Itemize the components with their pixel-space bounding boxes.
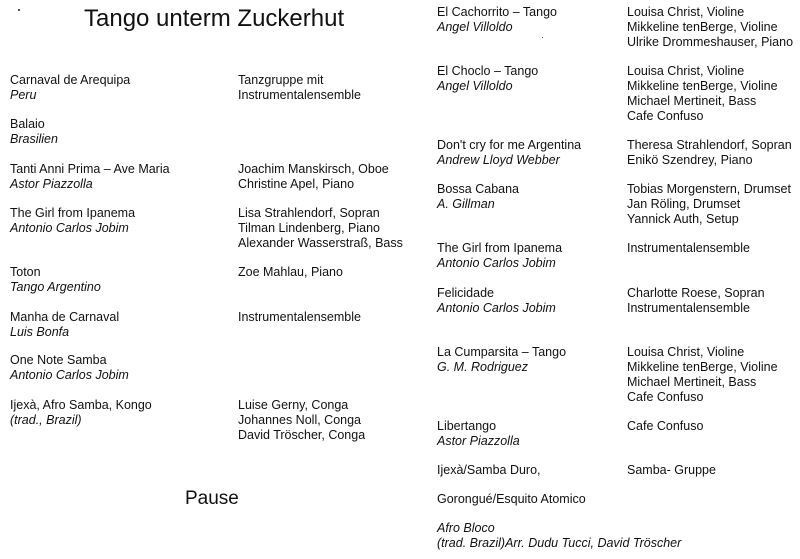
- performer-list: [238, 398, 365, 443]
- performer: Samba- Gruppe: [627, 463, 716, 477]
- piece-title: Toton: [10, 265, 41, 279]
- performer-list: [627, 138, 792, 168]
- piece-composer: Luis Bonfa: [10, 325, 70, 339]
- piece-composer: Antonio Carlos Jobim: [10, 221, 129, 235]
- program-entry: [437, 419, 520, 449]
- piece-composer: Andrew Lloyd Webber: [437, 153, 560, 167]
- performer: Instrumentalensemble: [238, 310, 361, 324]
- program-entry: [437, 241, 562, 271]
- piece-composer: Antonio Carlos Jobim: [437, 256, 556, 270]
- program-entry: [10, 117, 58, 147]
- program-entry: [437, 536, 681, 551]
- piece-composer: Angel Villoldo: [437, 79, 513, 93]
- performer: Louisa Christ, Violine: [627, 5, 745, 19]
- program-entry: [10, 206, 135, 236]
- pause-label: Pause: [185, 488, 239, 509]
- piece-title: La Cumparsita – Tango: [437, 345, 567, 359]
- program-entry: [437, 138, 581, 168]
- piece-composer: (trad., Brazil): [10, 413, 82, 427]
- performer: Tanzgruppe mit: [238, 73, 324, 87]
- piece-composer: Astor Piazzolla: [437, 434, 520, 448]
- piece-title: Ijexà, Afro Samba, Kongo: [10, 398, 152, 412]
- performer-list: [627, 64, 778, 124]
- piece-composer: Antonio Carlos Jobim: [437, 301, 556, 315]
- piece-composer: Tango Argentino: [10, 280, 101, 294]
- piece-composer: A. Gillman: [437, 197, 495, 211]
- program-entry: [10, 265, 101, 295]
- piece-title: Felicidade: [437, 286, 494, 300]
- program-entry: [437, 345, 566, 375]
- scan-speck: [18, 9, 20, 11]
- performer-list: [238, 206, 403, 251]
- performer-list: [238, 265, 343, 280]
- piece-composer: Brasilien: [10, 132, 58, 146]
- program-entry: [437, 5, 557, 35]
- program-entry: [437, 463, 541, 478]
- piece-title: The Girl from Ipanema: [10, 206, 136, 220]
- performer: Cafe Confuso: [627, 109, 704, 123]
- program-entry: [10, 398, 152, 428]
- piece-composer: Angel Villoldo: [437, 20, 513, 34]
- piece-title: Bossa Cabana: [437, 182, 520, 196]
- performer: Louisa Christ, Violine: [627, 345, 745, 359]
- performer-list: [627, 286, 765, 316]
- performer: Lisa Strahlendorf, Sopran: [238, 206, 380, 220]
- program-entry: [10, 353, 129, 383]
- piece-title: El Cachorrito – Tango: [437, 5, 557, 19]
- performer: Instrumentalensemble: [627, 301, 750, 315]
- performer: Christine Apel, Piano: [238, 177, 355, 191]
- performer: Cafe Confuso: [627, 419, 704, 433]
- performer: Tilman Lindenberg, Piano: [238, 221, 380, 235]
- performer: Alexander Wasserstraß, Bass: [238, 236, 403, 250]
- performer-list: [627, 241, 750, 256]
- piece-title: Carnaval de Arequipa: [10, 73, 131, 87]
- piece-composer: Peru: [10, 88, 37, 102]
- performer: Michael Mertineit, Bass: [627, 94, 757, 108]
- piece-composer: Afro Bloco: [437, 521, 495, 535]
- performer: Louisa Christ, Violine: [627, 64, 745, 78]
- piece-composer: Astor Piazzolla: [10, 177, 93, 191]
- performer: Michael Mertineit, Bass: [627, 375, 757, 389]
- piece-title: Balaio: [10, 117, 45, 131]
- piece-title: Don't cry for me Argentina: [437, 138, 582, 152]
- piece-title: El Choclo – Tango: [437, 64, 539, 78]
- piece-title: Libertango: [437, 419, 497, 433]
- piece-title: Tanti Anni Prima – Ave Maria: [10, 162, 170, 176]
- program-entry: [437, 521, 495, 536]
- program-entry: [10, 73, 130, 103]
- performer-list: [627, 182, 791, 227]
- performer: David Tröscher, Conga: [238, 428, 366, 442]
- performer: Mikkeline tenBerge, Violine: [627, 360, 778, 374]
- performer: Theresa Strahlendorf, Sopran: [627, 138, 792, 152]
- performer-list: [238, 73, 361, 103]
- performer: Luise Gerny, Conga: [238, 398, 349, 412]
- performer: Mikkeline tenBerge, Violine: [627, 20, 778, 34]
- performer: Enikö Szendrey, Piano: [627, 153, 753, 167]
- piece-title: The Girl from Ipanema: [437, 241, 563, 255]
- scan-speck: [542, 37, 543, 38]
- program-entry: [10, 310, 119, 340]
- piece-title: Ijexà/Samba Duro,: [437, 463, 541, 477]
- performer: Instrumentalensemble: [238, 88, 361, 102]
- performer: Johannes Noll, Conga: [238, 413, 361, 427]
- performer: Jan Röling, Drumset: [627, 197, 741, 211]
- performer: Joachim Manskirsch, Oboe: [238, 162, 389, 176]
- performer: Cafe Confuso: [627, 390, 704, 404]
- performer-list: [627, 345, 778, 405]
- piece-title: Manha de Carnaval: [10, 310, 120, 324]
- performer: Yannick Auth, Setup: [627, 212, 739, 226]
- piece-title: One Note Samba: [10, 353, 107, 367]
- piece-composer: G. M. Rodriguez: [437, 360, 529, 374]
- performer-list: [627, 419, 703, 434]
- performer: Tobias Morgenstern, Drumset: [627, 182, 791, 196]
- performer: Zoe Mahlau, Piano: [238, 265, 343, 279]
- program-entry: [437, 182, 519, 212]
- program-entry: [437, 64, 538, 94]
- program-entry: [437, 492, 586, 507]
- performer: Mikkeline tenBerge, Violine: [627, 79, 778, 93]
- piece-composer: Antonio Carlos Jobim: [10, 368, 129, 382]
- performer: Ulrike Drommeshauser, Piano: [627, 35, 794, 49]
- piece-title: Gorongué/Esquito Atomico: [437, 492, 586, 506]
- program-entry: [437, 286, 556, 316]
- performer-list: [238, 162, 389, 192]
- performer-list: [238, 310, 361, 325]
- page-title: Tango unterm Zuckerhut: [84, 5, 345, 32]
- performer-list: [627, 463, 716, 478]
- performer: Charlotte Roese, Sopran: [627, 286, 765, 300]
- performer-list: [627, 5, 793, 50]
- piece-composer: (trad. Brazil)Arr. Dudu Tucci, David Tröscher: [437, 536, 682, 550]
- performer: Instrumentalensemble: [627, 241, 750, 255]
- program-entry: [10, 162, 170, 192]
